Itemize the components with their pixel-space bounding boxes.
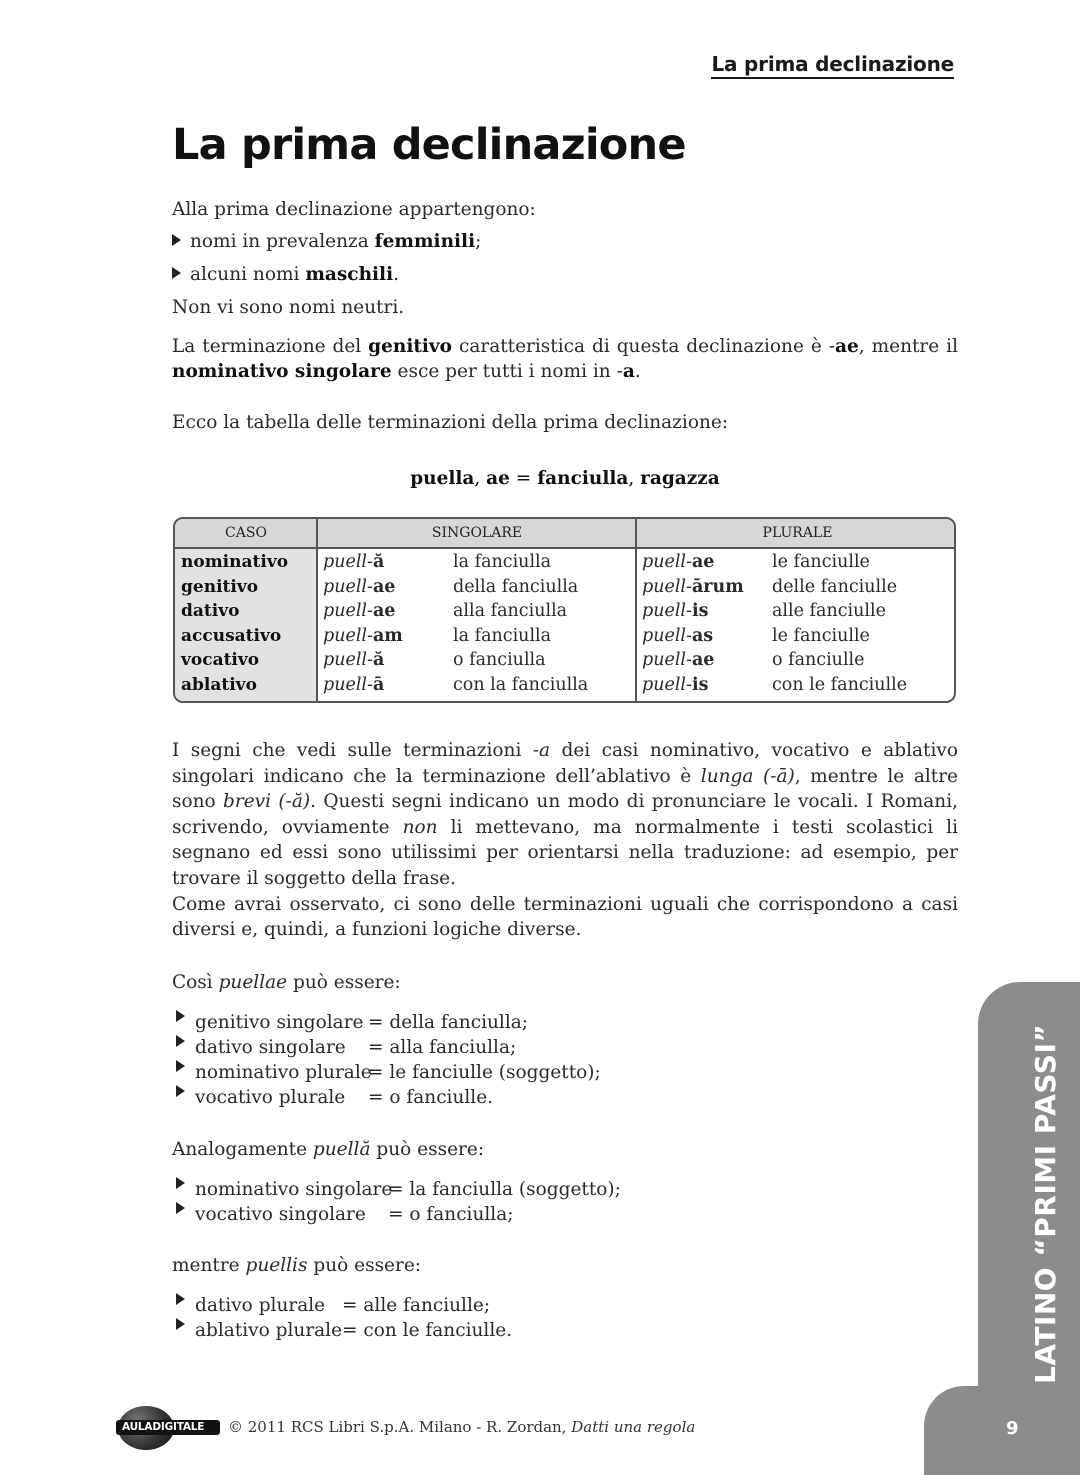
puella-short-intro: Analogamente puellă può essere: — [172, 1139, 485, 1160]
table-row: dativo puell-ae alla fanciulla puell-is alle fanciulle — [181, 601, 886, 621]
signs-paragraph: I segni che vedi sulle terminazioni -a dei casi nominativo, vocativo e ablativo singolari indicano che la terminazione dell’ablativo è lunga (-ā), mentre le altre sono brevi (-ă). Questi segni indicano un modo di pronunciare le vocali. I Romani, scrivendo, ovviamente non li mettevano, ma normalmente i testi scolastici li segnano ed essi sono utilissimi per orientarsi nella traduzione: ad esempio, per trovare il soggetto della frase. — [172, 740, 958, 889]
list-item: ablativo plurale = con le fanciulle. — [172, 1318, 958, 1343]
intro-section — [172, 197, 958, 320]
puellis-intro: mentre puellis può essere: — [172, 1255, 422, 1276]
table-header — [175, 519, 954, 549]
triangle-bullet-icon — [176, 1202, 185, 1214]
header-case: CASO — [225, 525, 267, 541]
side-tab-label: LATINO “PRIMI PASSI” — [1029, 1023, 1062, 1384]
puella-short-list — [172, 1177, 958, 1227]
list-item: vocativo singolare = o fanciulla; — [172, 1202, 958, 1227]
triangle-bullet-icon — [176, 1085, 185, 1097]
triangle-bullet-icon — [172, 267, 181, 279]
auladigitale-logo-text: AULADIGITALE — [116, 1420, 220, 1435]
table-row: nominativo puell-ă la fanciulla puell-ae le fanciulle — [181, 552, 870, 572]
puellae-intro: Così puellae può essere: — [172, 972, 401, 993]
table-row: vocativo puell-ă o fanciulla puell-ae o fanciulle — [181, 650, 865, 670]
table-intro: Ecco la tabella delle terminazioni della prima declinazione: — [172, 412, 729, 433]
triangle-bullet-icon — [176, 1293, 185, 1305]
triangle-bullet-icon — [176, 1318, 185, 1330]
header-singular: SINGOLARE — [431, 525, 523, 541]
list-item: nominativo plurale = le fanciulle (soggetto); — [172, 1060, 958, 1085]
intro-bullet-feminine: nomi in prevalenza femminili; — [172, 229, 958, 254]
triangle-bullet-icon — [176, 1060, 185, 1072]
triangle-bullet-icon — [176, 1177, 185, 1189]
declension-table — [173, 517, 956, 703]
footer-credit: © 2011 RCS Libri S.p.A. Milano - R. Zordan, Datti una regola — [228, 1418, 696, 1436]
intro-no-neuter: Non vi sono nomi neutri. — [172, 297, 405, 318]
table-row: accusativo puell-am la fanciulla puell-as le fanciulle — [181, 625, 870, 646]
table-row: genitivo puell-ae della fanciulla puell-ārum delle fanciulle — [181, 576, 898, 597]
intro-line: Alla prima declinazione appartengono: — [172, 199, 536, 220]
triangle-bullet-icon — [172, 234, 181, 246]
list-item: dativo plurale = alle fanciulle; — [172, 1293, 958, 1318]
list-item: vocativo plurale = o fanciulle. — [172, 1085, 958, 1110]
page-number: 9 — [1006, 1418, 1019, 1439]
genitive-note: La terminazione del genitivo caratteristica di questa declinazione è -ae, mentre il nominativo singolare esce per tutti i nomi in -a. — [172, 336, 958, 382]
header-plural: PLURALE — [762, 525, 833, 541]
puellis-list — [172, 1293, 958, 1343]
intro-bullet-masculine: alcuni nomi maschili. — [172, 262, 958, 287]
running-head: La prima declinazione — [711, 52, 954, 79]
triangle-bullet-icon — [176, 1035, 185, 1047]
observe-paragraph: Come avrai osservato, ci sono delle terminazioni uguali che corrispondono a casi diversi e, quindi, a funzioni logiche diverse. — [172, 894, 958, 940]
puellae-list — [172, 1010, 958, 1110]
list-item: genitivo singolare = della fanciulla; — [172, 1010, 958, 1035]
table-row: ablativo puell-ā con la fanciulla puell-is con le fanciulle — [181, 674, 908, 695]
table-caption: puella, ae = fanciulla, ragazza — [410, 468, 720, 489]
triangle-bullet-icon — [176, 1010, 185, 1022]
list-item: nominativo singolare = la fanciulla (soggetto); — [172, 1177, 958, 1202]
list-item: dativo singolare = alla fanciulla; — [172, 1035, 958, 1060]
page-number-tab — [924, 1386, 1080, 1475]
page-title: La prima declinazione — [172, 120, 686, 170]
